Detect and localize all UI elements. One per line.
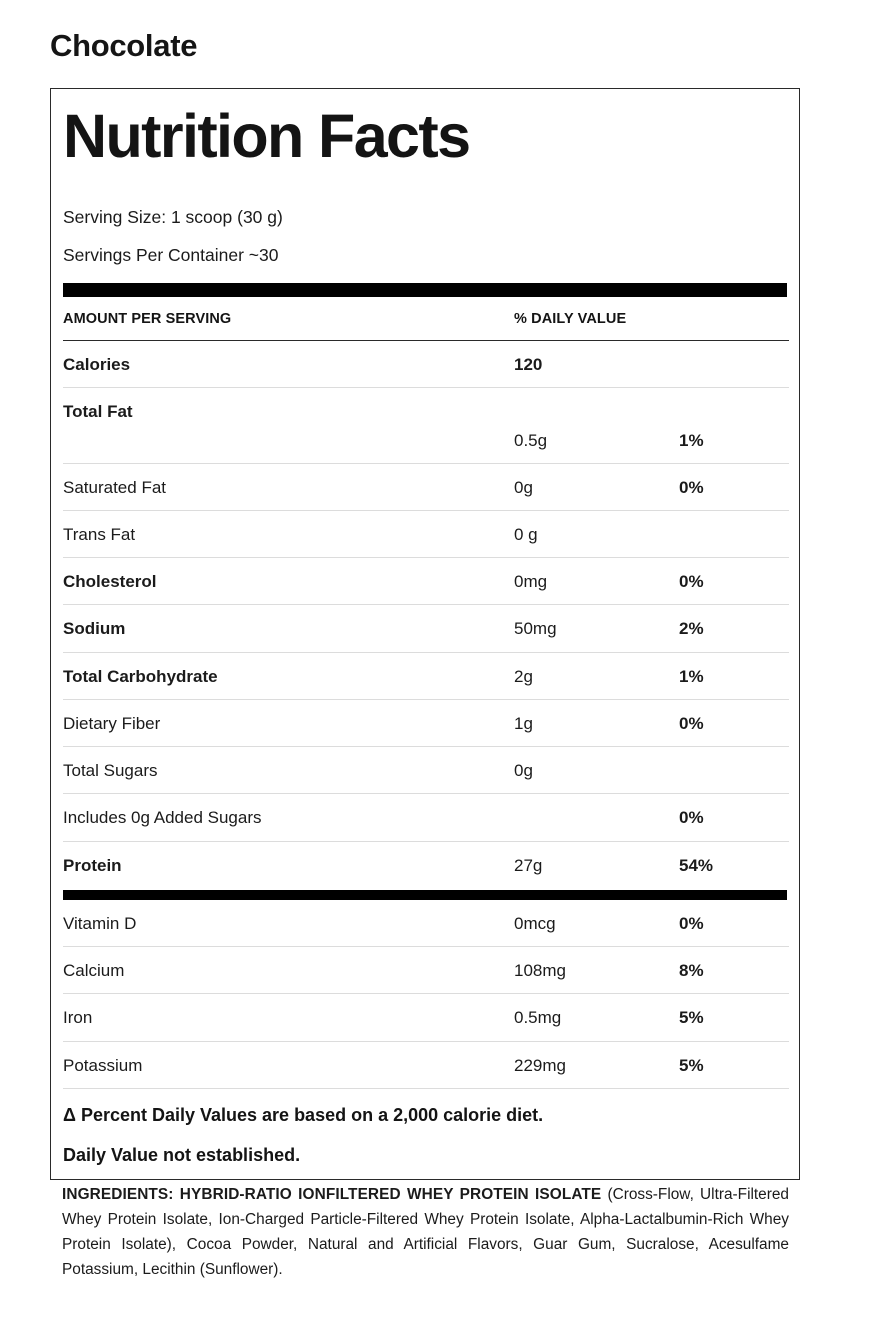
nutrient-amount: 0.5mg: [514, 994, 679, 1041]
nutrient-amount: 108mg: [514, 947, 679, 994]
nutrient-label: Calories: [63, 341, 514, 388]
nutrient-daily-value: 5%: [679, 1041, 789, 1088]
nutrient-daily-value: 8%: [679, 947, 789, 994]
header-spacer: [679, 297, 789, 341]
nutrient-daily-value: 1%: [679, 388, 789, 463]
nutrient-daily-value: [679, 747, 789, 794]
product-flavor-title: Chocolate: [50, 28, 198, 63]
nutrient-label: Potassium: [63, 1041, 514, 1088]
nutrient-daily-value: 1%: [679, 652, 789, 699]
nutrient-daily-value: [679, 510, 789, 557]
table-row-potassium: [63, 1041, 789, 1088]
ingredients-body: (Cross-Flow, Ultra-Filtered Whey Protein Isolate, Ion-Charged Particle-Filtered Whey Protein Isolate, Alpha-Lactalbumin-Rich Whey Protein Isolate), Cocoa Powder, Natural and Artificial Flavors, Guar Gum, Sucralose, Acesulfame Potassium, Lecithin (Sunflower).: [62, 1186, 789, 1278]
medium-divider-bar: [63, 890, 787, 900]
nutrient-label: Trans Fat: [63, 510, 514, 557]
table-row-trans-fat: [63, 510, 789, 557]
nutrient-amount: 0g: [514, 747, 679, 794]
table-row-total-sugars: [63, 747, 789, 794]
nutrient-daily-value: 0%: [679, 794, 789, 841]
nutrient-daily-value: 5%: [679, 994, 789, 1041]
serving-information: [63, 209, 787, 264]
nutrient-daily-value: [679, 341, 789, 388]
nutrient-amount: [514, 794, 679, 841]
nutrient-daily-value: 0%: [679, 699, 789, 746]
nutrient-amount: 0 g: [514, 510, 679, 557]
nutrient-label: Cholesterol: [63, 558, 514, 605]
ingredients-heading: INGREDIENTS: HYBRID-RATIO IONFILTERED WHEY PROTEIN ISOLATE: [62, 1186, 602, 1203]
header-amount-per-serving: AMOUNT PER SERVING: [63, 297, 514, 341]
nutrition-table-main: [63, 297, 789, 890]
nutrient-label: Saturated Fat: [63, 463, 514, 510]
nutrient-label: Dietary Fiber: [63, 699, 514, 746]
table-header-row: [63, 297, 789, 341]
table-row-protein: [63, 841, 789, 890]
table-row-iron: [63, 994, 789, 1041]
table-row-calories: [63, 341, 789, 388]
servings-per-container-text: Servings Per Container ~30: [63, 244, 279, 265]
nutrient-amount: 50mg: [514, 605, 679, 652]
table-row-total-carbohydrate: [63, 652, 789, 699]
nutrient-amount: 2g: [514, 652, 679, 699]
nutrient-amount: 120: [514, 341, 679, 388]
table-row-calcium: [63, 947, 789, 994]
nutrient-amount: 1g: [514, 699, 679, 746]
table-row-saturated-fat: [63, 463, 789, 510]
nutrition-table-micronutrients: [63, 900, 789, 1089]
footnotes-block: [63, 1106, 787, 1166]
nutrient-label: Total Sugars: [63, 747, 514, 794]
nutrient-daily-value: 0%: [679, 900, 789, 947]
table-row-cholesterol: [63, 558, 789, 605]
table-row-total-fat: [63, 388, 789, 463]
nutrient-label: Iron: [63, 994, 514, 1041]
nutrient-label: Sodium: [63, 605, 514, 652]
nutrient-amount: 0g: [514, 463, 679, 510]
nutrient-amount: 0mcg: [514, 900, 679, 947]
nutrient-amount: 27g: [514, 855, 543, 875]
nutrient-label: Calcium: [63, 947, 514, 994]
table-row-dietary-fiber: [63, 699, 789, 746]
nutrient-daily-value: 0%: [679, 558, 789, 605]
header-percent-daily-value: % DAILY VALUE: [514, 297, 679, 341]
nutrient-daily-value: 0%: [679, 463, 789, 510]
nutrient-label: Total Carbohydrate: [63, 652, 514, 699]
nutrient-amount: 0.5g: [514, 388, 679, 463]
footnote-daily-value-not-established: Daily Value not established.: [63, 1144, 301, 1165]
nutrient-label: Includes 0g Added Sugars: [63, 794, 514, 841]
ingredients-paragraph: [62, 1183, 789, 1283]
nutrient-label: Protein: [63, 855, 122, 875]
table-row-vitamin-d: [63, 900, 789, 947]
nutrient-amount: 0mg: [514, 558, 679, 605]
nutrition-facts-heading: Nutrition Facts: [63, 102, 470, 170]
nutrient-daily-value: 54%: [679, 855, 714, 875]
table-row-sodium: [63, 605, 789, 652]
serving-size-text: Serving Size: 1 scoop (30 g): [63, 207, 283, 227]
table-row-added-sugars: [63, 794, 789, 841]
nutrient-label: Vitamin D: [63, 900, 514, 947]
nutrition-facts-panel: [50, 88, 800, 1180]
thick-divider-bar: [63, 283, 787, 297]
nutrient-amount: 229mg: [514, 1041, 679, 1088]
footnote-daily-value-basis: Δ Percent Daily Values are based on a 2,000 calorie diet.: [63, 1104, 544, 1125]
nutrient-label: Total Fat: [63, 388, 514, 463]
nutrient-daily-value: 2%: [679, 605, 789, 652]
